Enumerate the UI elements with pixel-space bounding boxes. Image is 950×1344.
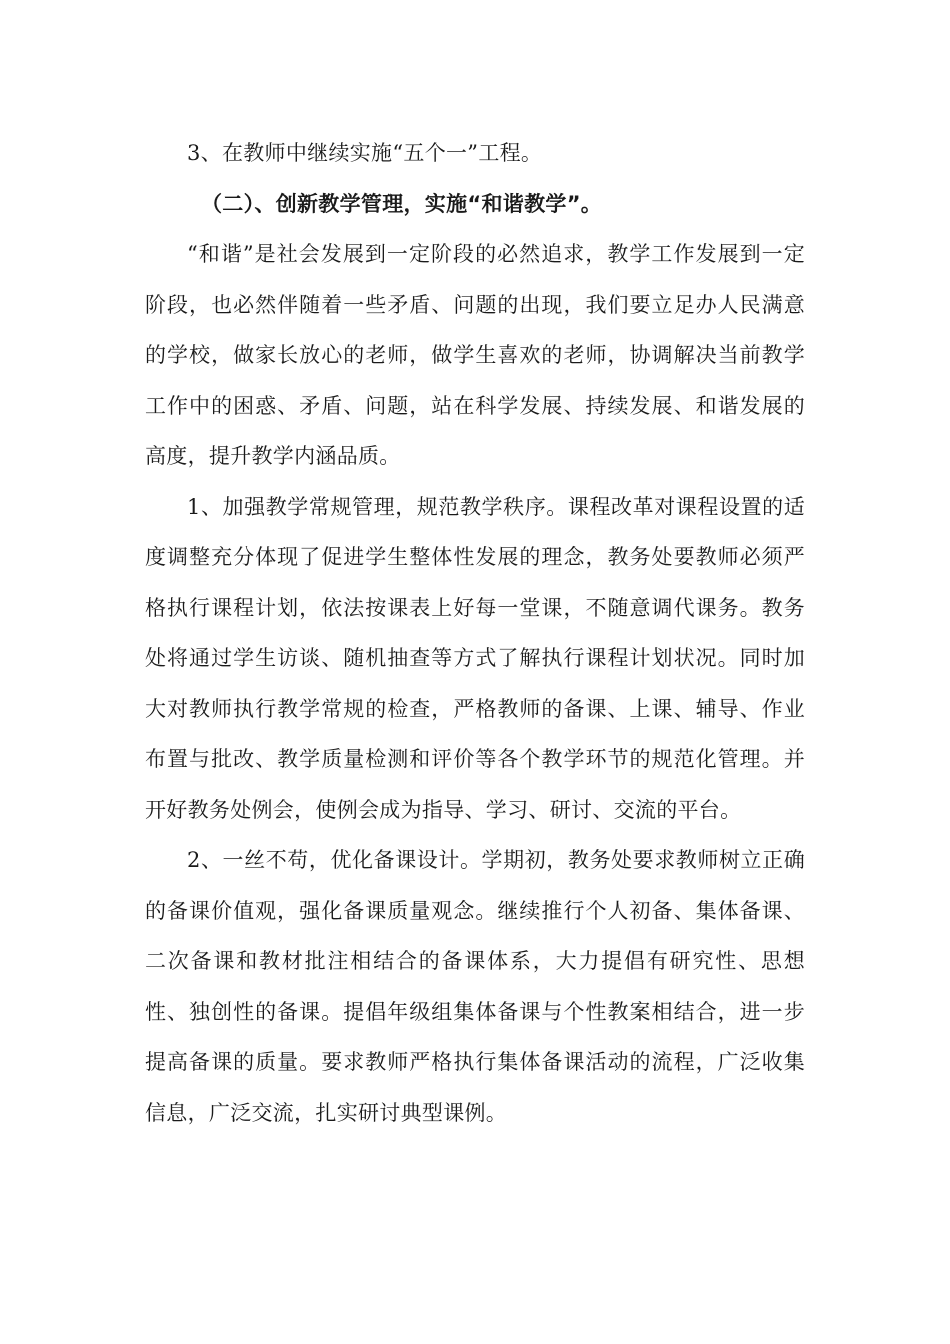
paragraph-item-1-teaching-routine: 1、加强教学常规管理，规范教学秩序。课程改革对课程设置的适度调整充分体现了促进学生整体性发展的理念，教务处要教师必须严格执行课程计划，依法按课表上好每一堂课，不随意调代课务。教务处将通过学生访谈、随机抽查等方式了解执行课程计划状况。同时加大对教师执行教学常规的检查，严格教师的备课、上课、辅导、作业布置与批改、教学质量检测和评价等各个教学环节的规范化管理。并开好教务处例会，使例会成为指导、学习、研讨、交流的平台。 [145,494,805,822]
document-body [145,128,805,1138]
section-heading-harmonious-teaching: （二）、创新教学管理，实施“和谐教学”。 [201,191,603,216]
paragraph-item-2-lesson-planning: 2、一丝不苟，优化备课设计。学期初，教务处要求教师树立正确的备课价值观，强化备课质量观念。继续推行个人初备、集体备课、二次备课和教材批注相结合的备课体系，大力提倡有研究性、思想性、独创性的备课。提倡年级组集体备课与个性教案相结合，进一步提高备课的质量。要求教师严格执行集体备课活动的流程，广泛收集信息，广泛交流，扎实研讨典型课例。 [145,848,805,1125]
item-3-five-ones-project: 3、在教师中继续实施“五个一”工程。 [187,141,543,165]
paragraph-harmony-intro: “和谐”是社会发展到一定阶段的必然追求，教学工作发展到一定阶段，也必然伴随着一些矛盾、问题的出现，我们要立足办人民满意的学校，做家长放心的老师，做学生喜欢的老师，协调解决当前教学工作中的困惑、矛盾、问题，站在科学发展、持续发展、和谐发展的高度，提升教学内涵品质。 [145,242,805,468]
